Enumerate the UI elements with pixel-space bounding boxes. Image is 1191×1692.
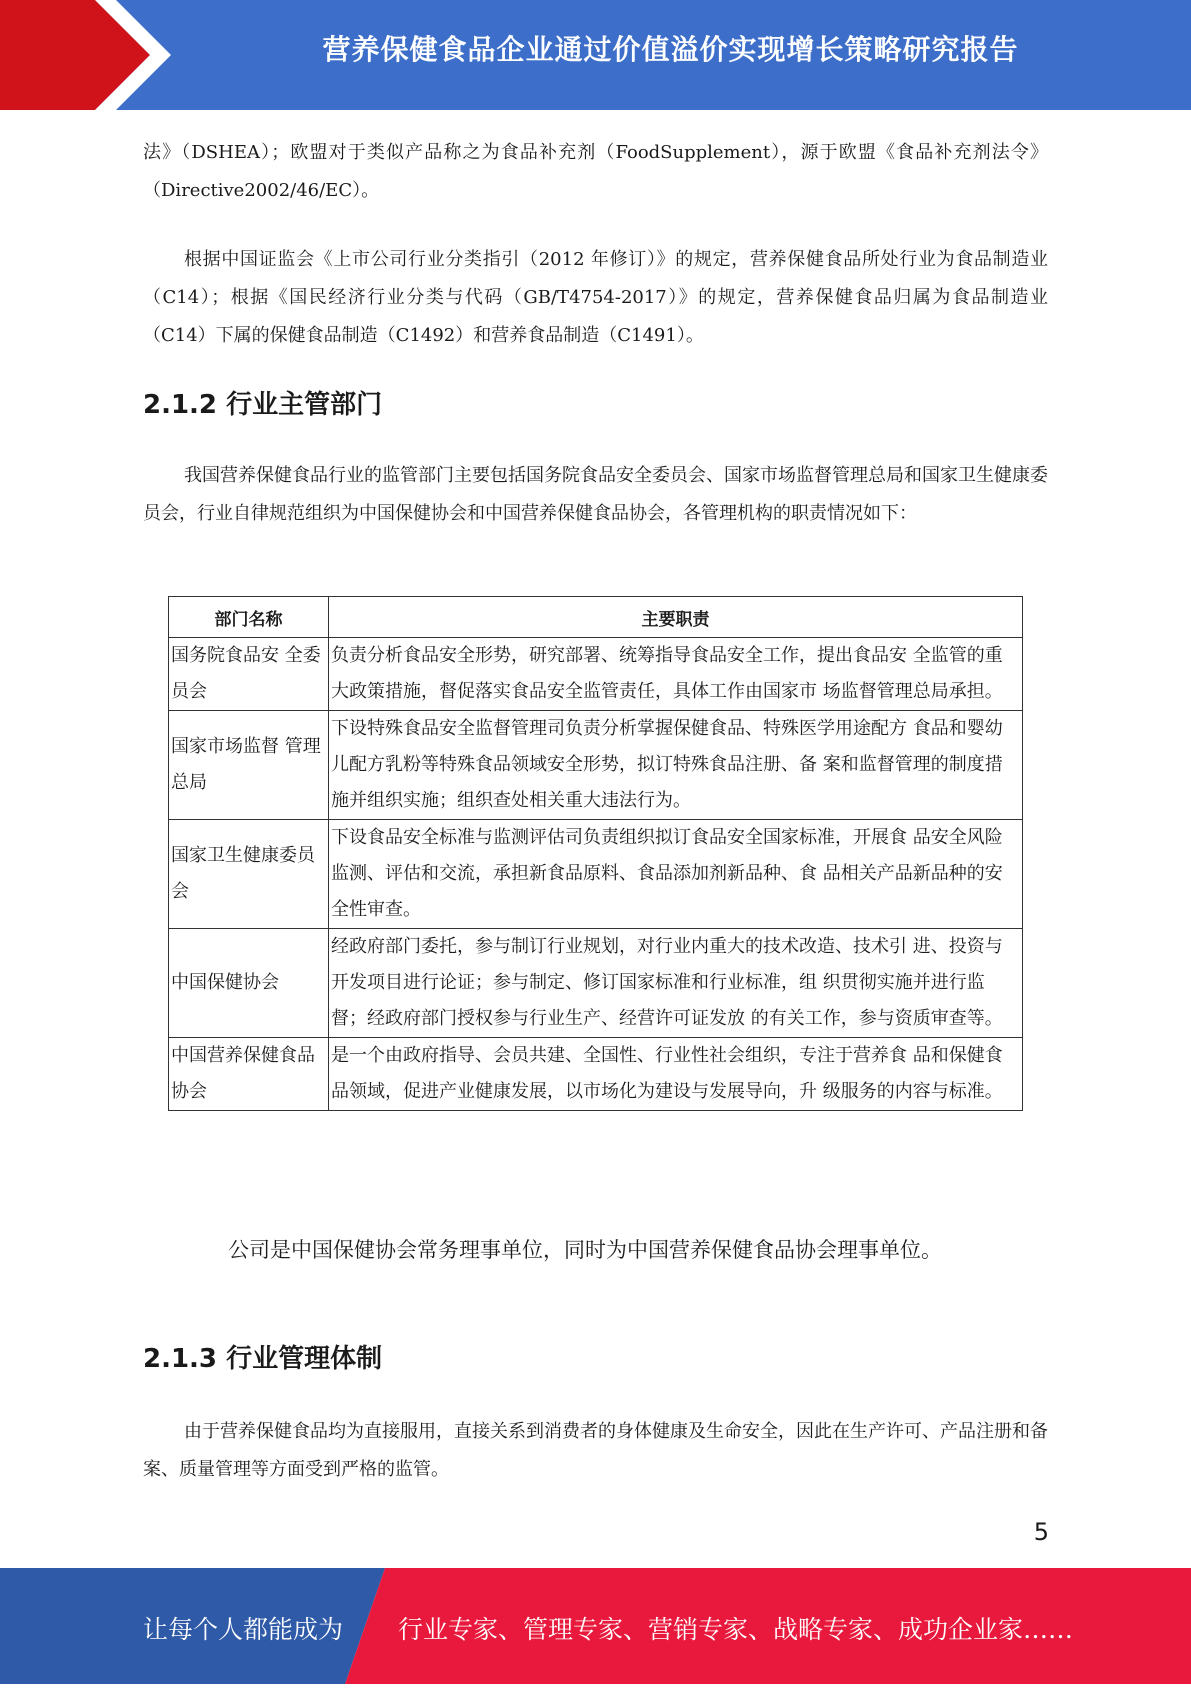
footer-slogan-right: 行业专家、管理专家、营销专家、战略专家、成功企业家…… [398, 1615, 1074, 1644]
department-name: 国务院食品安 全委员会 [169, 638, 329, 711]
section-heading-2-1-2: 2.1.2 行业主管部门 [143, 390, 383, 420]
report-title: 营养保健食品企业通过价值溢价实现增长策略研究报告 [322, 33, 1019, 66]
department-duty: 是一个由政府指导、会员共建、全国性、行业性社会组织，专注于营养食 品和保健食品领域，促进产业健康发展，以市场化为建设与发展导向，升 级服务的内容与标准。 [329, 1038, 1023, 1111]
paragraph-dshea: 法》（DSHEA）；欧盟对于类似产品称之为食品补充剂（FoodSupplement），源于欧盟《食品补充剂法令》（Directive2002/46/EC）。 [143, 142, 1048, 201]
department-duty: 负责分析食品安全形势，研究部署、统筹指导食品安全工作，提出食品安 全监管的重大政策措施，督促落实食品安全监管责任，具体工作由国家市 场监督管理总局承担。 [329, 638, 1023, 711]
page-footer [0, 1568, 1191, 1684]
department-name: 中国营养保健食品协会 [169, 1038, 329, 1111]
department-duty: 下设特殊食品安全监督管理司负责分析掌握保健食品、特殊医学用途配方 食品和婴幼儿配方乳粉等特殊食品领域安全形势，拟订特殊食品注册、备 案和监督管理的制度措施并组织实施；组织查处相关重大违法行为。 [329, 711, 1023, 820]
column-header-duties: 主要职责 [329, 597, 1023, 638]
section-heading-2-1-3: 2.1.3 行业管理体制 [143, 1344, 383, 1374]
department-duty: 经政府部门委托，参与制订行业规划，对行业内重大的技术改造、技术引 进、投资与开发项目进行论证；参与制定、修订国家标准和行业标准，组 织贯彻实施并进行监督；经政府部门授权参与行业生产、经营许可证发放 的有关工作，参与资质审查等。 [329, 929, 1023, 1038]
table-row [169, 711, 1023, 820]
regulator-duties-table [168, 596, 1023, 1111]
paragraph-industry-classification: 根据中国证监会《上市公司行业分类指引（2012 年修订）》的规定，营养保健食品所处行业为食品制造业（C14）；根据《国民经济行业分类与代码（GB/T4754-2017）》的规定，营养保健食品归属为食品制造业（C14）下属的保健食品制造（C1492）和营养食品制造（C1491）。 [143, 249, 1048, 346]
footer-slogan-left: 让每个人都能成为 [143, 1615, 344, 1644]
table-row [169, 929, 1023, 1038]
department-name: 中国保健协会 [169, 929, 329, 1038]
table-header-row [169, 597, 1023, 638]
page-header [0, 0, 1191, 110]
paragraph-membership: 公司是中国保健协会常务理事单位，同时为中国营养保健食品协会理事单位。 [228, 1238, 942, 1262]
department-duty: 下设食品安全标准与监测评估司负责组织拟订食品安全国家标准，开展食 品安全风险监测、评估和交流，承担新食品原料、食品添加剂新品种、食 品相关产品新品种的安全性审查。 [329, 820, 1023, 929]
page-number: 5 [1033, 1518, 1049, 1546]
paragraph-regulators: 我国营养保健食品行业的监管部门主要包括国务院食品安全委员会、国家市场监督管理总局和国家卫生健康委员会，行业自律规范组织为中国保健协会和中国营养保健食品协会，各管理机构的职责情况如下： [143, 465, 1048, 524]
paragraph-management-system: 由于营养保健食品均为直接服用，直接关系到消费者的身体健康及生命安全，因此在生产许可、产品注册和备案、质量管理等方面受到严格的监管。 [143, 1421, 1048, 1480]
column-header-department: 部门名称 [169, 597, 329, 638]
department-name: 国家卫生健康委员会 [169, 820, 329, 929]
table-row [169, 638, 1023, 711]
department-name: 国家市场监督 管理总局 [169, 711, 329, 820]
table-row [169, 820, 1023, 929]
table-row [169, 1038, 1023, 1111]
